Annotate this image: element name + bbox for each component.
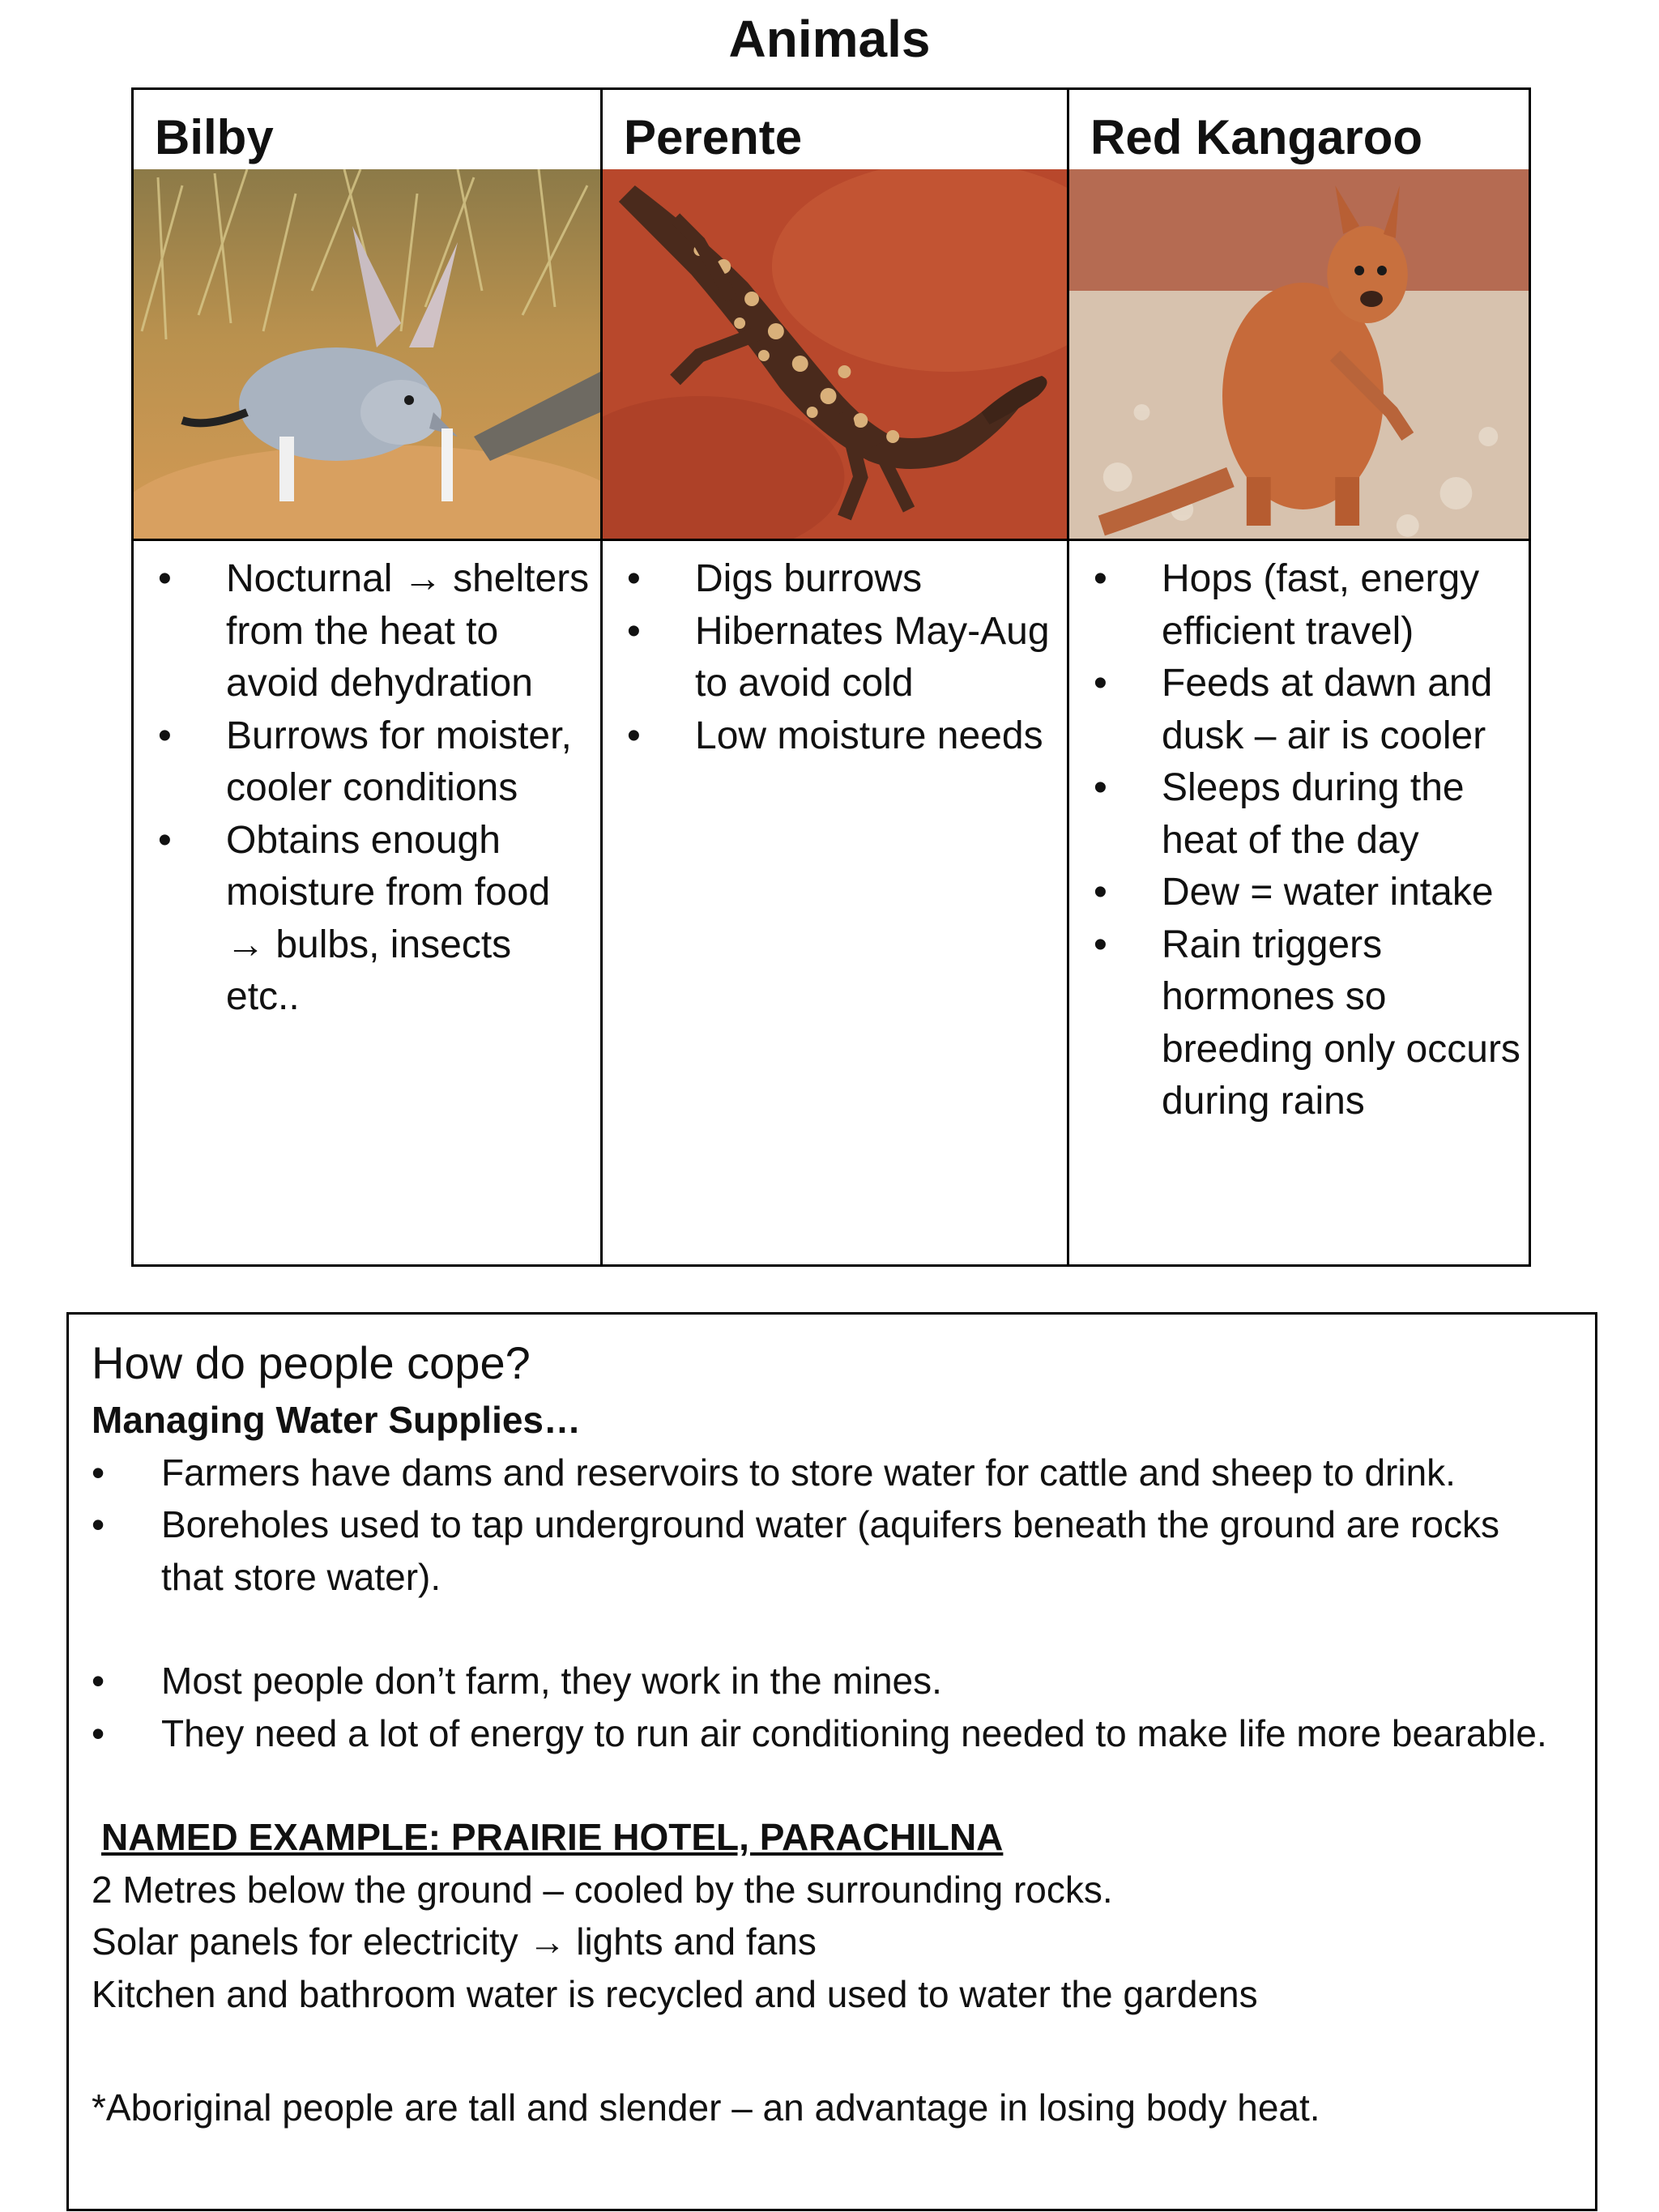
list-item: • Feeds at dawn and dusk – air is cooler <box>1069 658 1529 762</box>
perente-photo <box>603 169 1067 541</box>
people-cope-box <box>66 1312 1597 2211</box>
red-kangaroo-photo <box>1069 169 1529 541</box>
perente-facts <box>603 553 1067 762</box>
list-item: • Rain triggers hormones so breeding only occurs during rains <box>1069 919 1529 1128</box>
list-item: • Boreholes used to tap underground water (aquifers beneath the ground are rocks that store water). <box>92 1498 1595 1603</box>
list-item: • Nocturnal → shelters from the heat to avoid dehydration <box>134 553 600 710</box>
footnote: *Aboriginal people are tall and slender – an advantage in losing body heat. <box>92 2086 1320 2129</box>
page-title: Animals <box>728 10 931 68</box>
animal-column-perente <box>600 90 1067 1264</box>
bilby-facts <box>134 553 600 1024</box>
list-item: • Digs burrows <box>603 553 1067 606</box>
named-example-title: NAMED EXAMPLE: PRAIRIE HOTEL, PARACHILNA <box>101 1816 1004 1858</box>
animals-table <box>131 87 1531 1267</box>
animal-name-perente: Perente <box>624 110 803 164</box>
cope-subtitle: Managing Water Supplies… <box>92 1399 582 1441</box>
water-supply-list <box>92 1447 1595 1604</box>
cope-title: How do people cope? <box>92 1337 531 1388</box>
list-item: • Most people don’t farm, they work in the mines. <box>92 1655 1595 1707</box>
list-item: • Farmers have dams and reservoirs to store water for cattle and sheep to drink. <box>92 1447 1595 1499</box>
list-item: • Sleeps during the heat of the day <box>1069 762 1529 867</box>
list-item: • Obtains enough moisture from food → bulbs, insects etc.. <box>134 815 600 1024</box>
example-line: Kitchen and bathroom water is recycled and used to water the gardens <box>92 1972 1258 2015</box>
red-kangaroo-facts <box>1069 553 1529 1128</box>
animal-column-red-kangaroo <box>1067 90 1529 1264</box>
animal-name-bilby: Bilby <box>155 110 274 164</box>
work-list <box>92 1655 1595 1759</box>
list-item: • Hibernates May-Aug to avoid cold <box>603 606 1067 710</box>
example-line: 2 Metres below the ground – cooled by the surrounding rocks. <box>92 1868 1113 1911</box>
list-item: • Burrows for moister, cooler conditions <box>134 710 600 815</box>
list-item: • They need a lot of energy to run air conditioning needed to make life more bearable. <box>92 1707 1595 1760</box>
animal-name-red-kangaroo: Red Kangaroo <box>1090 110 1423 164</box>
example-line: Solar panels for electricity → lights and fans <box>92 1920 817 1963</box>
list-item: • Low moisture needs <box>603 710 1067 763</box>
animal-column-bilby <box>134 90 600 1264</box>
bilby-photo <box>134 169 600 541</box>
list-item: • Dew = water intake <box>1069 867 1529 919</box>
list-item: • Hops (fast, energy efficient travel) <box>1069 553 1529 658</box>
